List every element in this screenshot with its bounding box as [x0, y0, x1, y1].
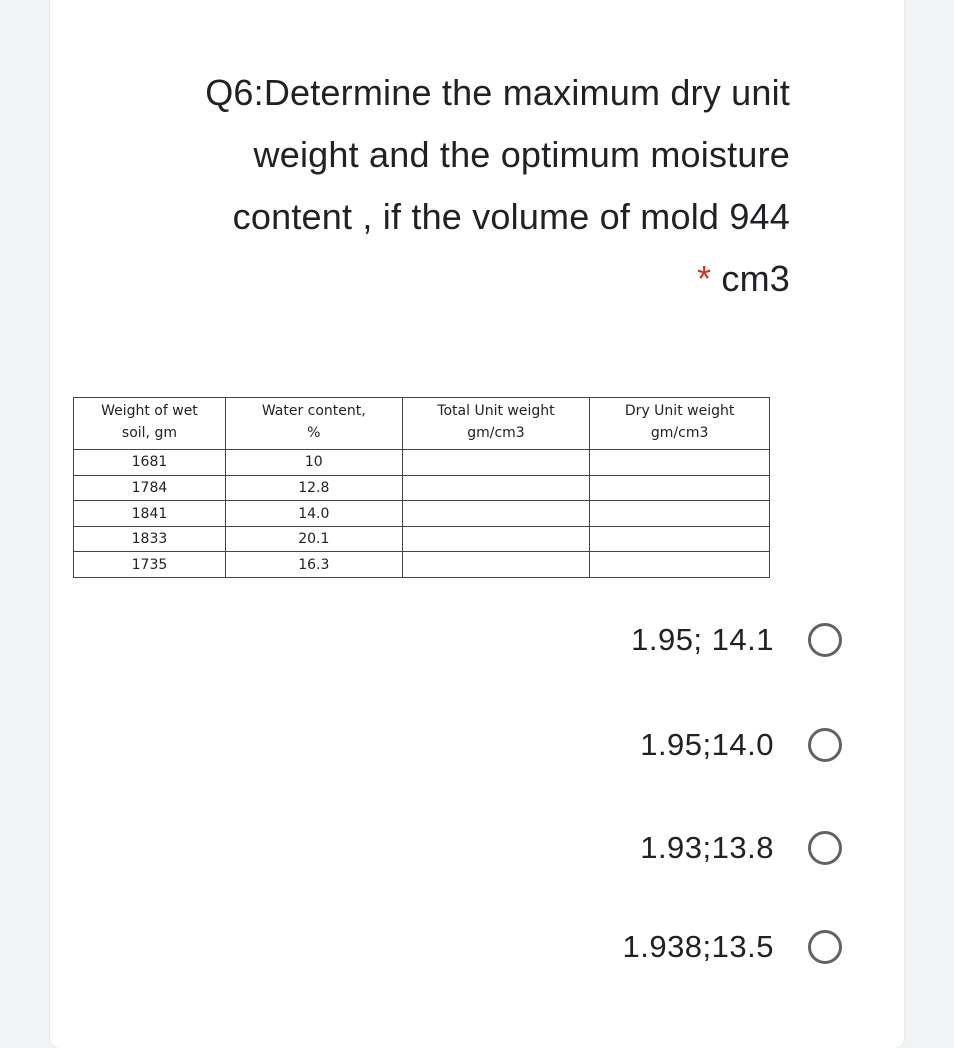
answer-option[interactable]: [640, 725, 842, 765]
header-text: Water content,: [261, 403, 366, 419]
answer-option[interactable]: [631, 620, 842, 660]
option-label: 1.938;13.5: [622, 929, 774, 964]
table-cell: 1833: [74, 526, 226, 552]
table-cell: [402, 475, 590, 501]
question-line: content , if the volume of mold 944: [232, 196, 790, 237]
header-text: soil, gm: [121, 425, 177, 441]
header-text: %: [307, 425, 321, 441]
table-cell: [590, 552, 770, 578]
answer-option[interactable]: [640, 828, 842, 868]
table-row: [74, 475, 770, 501]
question-unit: cm3: [721, 258, 790, 299]
header-text: gm/cm3: [650, 425, 709, 441]
radio-unchecked-icon[interactable]: [808, 728, 842, 762]
question-line: Q6:Determine the maximum dry unit: [205, 72, 790, 113]
table-cell: 20.1: [225, 526, 402, 552]
table-cell: [590, 501, 770, 527]
table-cell: 10: [225, 450, 402, 476]
table-row: [74, 501, 770, 527]
header-text: Total Unit weight: [437, 403, 555, 419]
question-line-last: [100, 248, 790, 310]
option-label: 1.93;13.8: [640, 830, 774, 865]
compaction-data-table: [73, 397, 770, 578]
table-cell: [590, 526, 770, 552]
table-cell: 12.8: [225, 475, 402, 501]
table-row: [74, 450, 770, 476]
table-header-cell: [74, 398, 226, 450]
table-cell: [402, 552, 590, 578]
answer-option[interactable]: [622, 927, 842, 967]
question-line: weight and the optimum moisture: [253, 134, 790, 175]
required-asterisk: *: [697, 258, 712, 299]
table-cell: 1735: [74, 552, 226, 578]
table-row: [74, 552, 770, 578]
option-label: 1.95;14.0: [640, 727, 774, 762]
table-cell: 14.0: [225, 501, 402, 527]
table-cell: [402, 450, 590, 476]
question-text: [100, 62, 790, 310]
radio-unchecked-icon[interactable]: [808, 930, 842, 964]
table-cell: 1841: [74, 501, 226, 527]
table-cell: [590, 475, 770, 501]
header-text: Dry Unit weight: [624, 403, 735, 419]
table-cell: [590, 450, 770, 476]
table-header-cell: [402, 398, 590, 450]
radio-unchecked-icon[interactable]: [808, 623, 842, 657]
table-row: [74, 526, 770, 552]
table-cell: [402, 501, 590, 527]
table-header-cell: [225, 398, 402, 450]
table-cell: 1784: [74, 475, 226, 501]
radio-unchecked-icon[interactable]: [808, 831, 842, 865]
header-text: Weight of wet: [101, 403, 198, 419]
table-header-row: [74, 398, 770, 450]
header-text: gm/cm3: [467, 425, 525, 441]
table-cell: [402, 526, 590, 552]
table-cell: 1681: [74, 450, 226, 476]
table-cell: 16.3: [225, 552, 402, 578]
table-header-cell: [590, 398, 770, 450]
option-label: 1.95; 14.1: [631, 622, 774, 657]
